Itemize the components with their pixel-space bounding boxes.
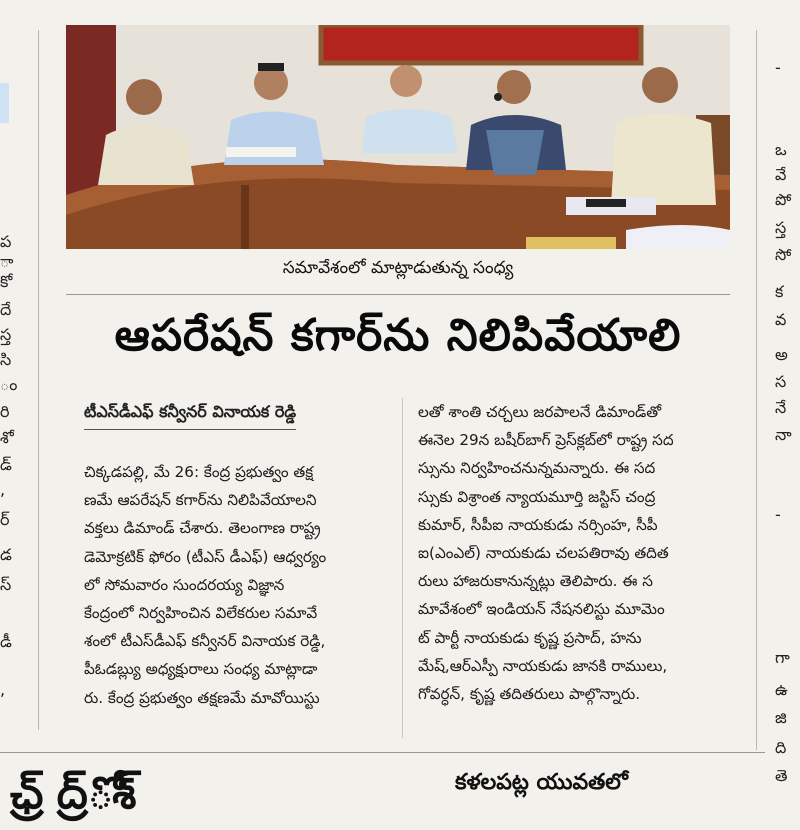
right-glyph: గా — [775, 648, 790, 667]
article-line: శంలో టీఎస్‌డీఎఫ్ కన్వీనర్ వినాయక రెడ్డి, — [84, 632, 326, 651]
article-line: గోవర్ధన్, కృష్ణ తదితరులు పాల్గొన్నారు. — [418, 685, 641, 704]
right-glyph: తె — [775, 766, 788, 785]
left-column-rule — [38, 30, 39, 730]
right-glyph: - — [775, 58, 781, 77]
left-glyph: ం — [0, 375, 18, 394]
right-glyph: సో — [775, 245, 792, 264]
right-glyph: వ — [775, 310, 787, 329]
article-line: రు. కేంద్ర ప్రభుత్వం తక్షణమే మావోయిస్టు — [84, 688, 320, 707]
right-glyph: ఉ — [775, 680, 788, 699]
article-line: ఈనెల 29న బషీర్‌బాగ్ ప్రెస్‌క్లబ్‌లో రాష్ట్ర సద — [418, 431, 674, 450]
left-glyph: ప — [0, 232, 12, 251]
right-glyph: పో — [775, 190, 792, 209]
left-glyph: సి — [0, 350, 12, 369]
article-line: స్సుకు విశ్రాంత న్యాయమూర్తి జస్టిస్ చంద్ర — [418, 487, 656, 506]
article-line: పీఓడబ్ల్యు అధ్యక్షురాలు సంధ్య మాట్లాడా — [84, 660, 318, 679]
left-adjacent-column — [0, 0, 36, 800]
right-glyph: ఒ — [775, 140, 787, 159]
article-line: మావేశంలో ఇండియన్ నేషనలిస్టు మూమెం — [418, 600, 665, 619]
next-story-headline-right: కళలపట్ల యువతలో — [455, 770, 628, 795]
article-headline: ఆపరేషన్ కగార్‌ను నిలిపివేయాలి — [114, 310, 682, 361]
article-line: కేంద్రంలో నిర్వహించిన విలేకరుల సమావే — [84, 604, 318, 623]
article-line: రులు హాజరుకానున్నట్లు తెలిపారు. ఈ స — [418, 572, 653, 591]
right-column-rule — [756, 30, 757, 750]
left-glyph: డ — [0, 545, 12, 564]
article-line: ట్ పార్టీ నాయకుడు కృష్ణ ప్రసాద్, హను — [418, 628, 642, 647]
right-glyph: - — [775, 505, 781, 524]
left-glyph: ర్ — [0, 510, 10, 529]
right-glyph: స్త — [775, 218, 787, 237]
meeting-photo-illustration — [66, 25, 730, 249]
article-line: ఐ(ఎంఎల్) నాయకుడు చలపతిరావు తదిత — [418, 544, 669, 563]
left-glyph: , — [0, 480, 6, 499]
next-story-headline-left: ఛ్ర్ ద్ర్ోశ్ — [10, 768, 136, 819]
left-glyph: , — [0, 680, 6, 699]
article-column-1 — [84, 458, 390, 712]
photo-caption: సమావేశంలో మాట్లాడుతున్న సంధ్య — [282, 258, 514, 278]
article-line: లో సోమవారం సుందరయ్య విజ్ఞాన — [84, 575, 285, 594]
right-glyph: జి — [775, 708, 787, 727]
article-line: మేష్,ఆర్ఎస్పీ నాయకుడు జానకి రాములు, — [418, 656, 668, 675]
caption-divider — [66, 294, 730, 295]
right-glyph: అ — [775, 345, 788, 364]
article-line: కుమార్, సీపీఐ నాయకుడు నర్సింహ, సీపీ — [418, 515, 658, 534]
right-glyph: క — [775, 282, 784, 301]
right-glyph: ది — [775, 738, 787, 757]
article-line: డెమోక్రటిక్ ఫోరం (టీఎస్ డీఎఫ్) ఆధ్వర్యం — [84, 547, 327, 566]
right-glyph: స — [775, 372, 787, 391]
page-section-divider — [0, 752, 765, 753]
right-glyph: నా — [775, 425, 792, 444]
left-glyph: డీ — [0, 632, 12, 651]
article-line: చిక్కడపల్లి, మే 26: కేంద్ర ప్రభుత్వం తక్ష — [84, 463, 314, 481]
right-glyph: నే — [775, 398, 787, 417]
left-glyph: శో — [0, 428, 14, 447]
left-blue-tint — [0, 83, 9, 123]
left-glyph: దే — [0, 300, 12, 319]
column-divider — [402, 398, 403, 738]
article-column-2 — [418, 398, 736, 708]
right-adjacent-column — [765, 0, 800, 800]
left-glyph: స్ — [0, 575, 12, 594]
article-line: ణమే ఆపరేషన్ కగార్‌ను నిలిపివేయాలని — [84, 491, 317, 510]
article-line: స్సును నిర్వహించనున్నమన్నారు. ఈ సద — [418, 459, 656, 478]
left-glyph: ా — [0, 252, 14, 271]
right-glyph: వే — [775, 165, 787, 184]
left-glyph: రి — [0, 402, 10, 421]
article-byline: టీఎస్‌డీఎఫ్ కన్వీనర్ వినాయక రెడ్డి — [84, 402, 296, 430]
left-glyph: స్త — [0, 325, 12, 344]
left-glyph: డ్ — [0, 455, 12, 474]
left-glyph: కో — [0, 272, 13, 291]
article-line: వక్తలు డిమాండ్ చేశారు. తెలంగాణ రాష్ట్ర — [84, 519, 321, 538]
article-line: లతో శాంతి చర్చలు జరపాలనే డిమాండ్‌తో — [418, 403, 662, 421]
news-photo — [66, 25, 730, 249]
